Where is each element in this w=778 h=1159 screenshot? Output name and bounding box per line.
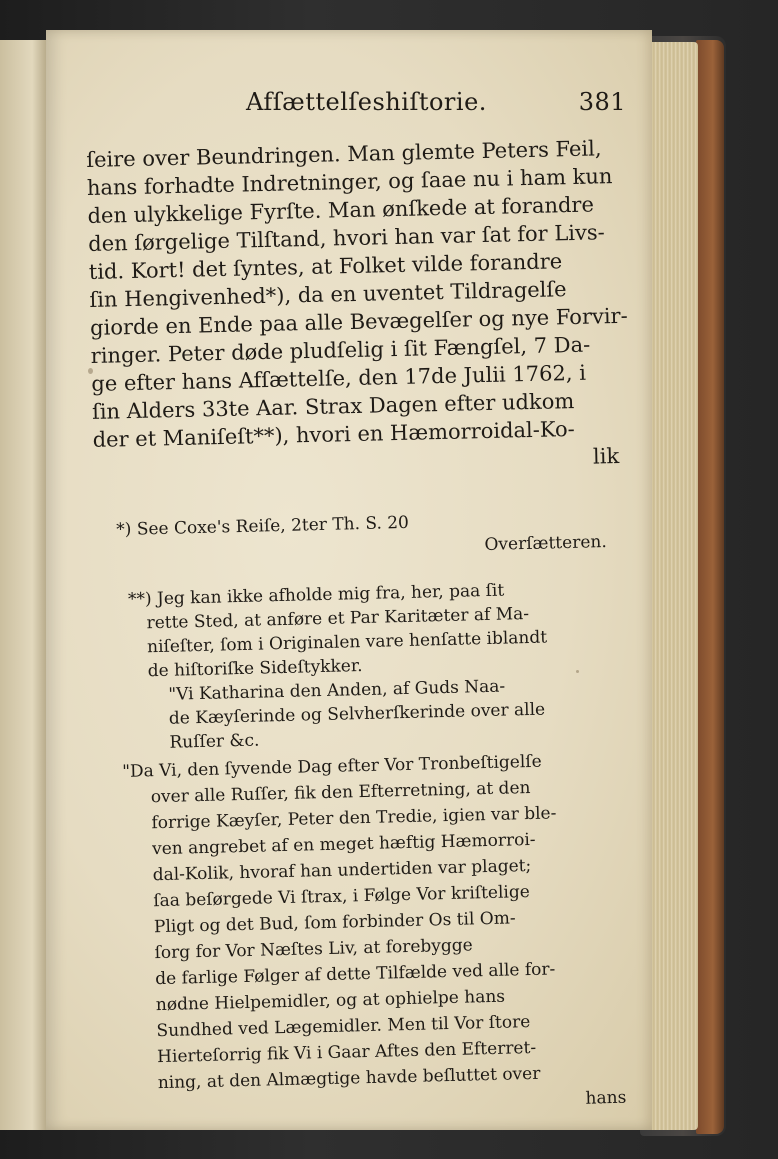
catchword: hans <box>585 1087 627 1109</box>
paper-spot <box>88 368 93 374</box>
salutation-line: Ruſſer &c. <box>169 730 260 753</box>
footnote-1 <box>116 506 617 566</box>
page-number: 381 <box>578 88 626 116</box>
text-line: den ulykkelige Fyrſte. Man ønſkede at forandre <box>87 192 595 228</box>
footnote-2-line: de hiſtoriſke Sideſtykker. <box>147 656 363 682</box>
text-line: hans forhadte Indretninger, og ſaae nu i ham kun <box>86 164 613 200</box>
text-line: den ſørgelige Tilſtand, hvori han var ſat for Livs- <box>87 220 605 256</box>
paper-spot <box>576 670 579 673</box>
manifesto-decree <box>122 748 631 1124</box>
decree-line: nødne Hielpemidler, og at ophielpe hans <box>155 986 506 1016</box>
footnotes <box>116 506 631 1124</box>
salutation-line: "Vi Katharina den Anden, af Guds Naa- <box>168 676 506 705</box>
text-line: tid. Kort! det ſyntes, at Folket vilde forandre <box>88 249 563 284</box>
decree-line: ning, at den Almægtige havde beſluttet over <box>157 1063 541 1094</box>
manifesto-salutation <box>120 672 622 756</box>
text-line: ſin Hengivenhed*), da en uventet Tildragelſe <box>89 277 567 312</box>
decree-line: Sundhed ved Lægemidler. Men til Vor ſtore <box>156 1012 531 1042</box>
footnote-2-line: rette Sted, at anføre et Par Karitæter af Ma- <box>146 603 530 634</box>
decree-line: ſaa beſørgede Vi ſtrax, i Følge Vor kriſtelige <box>153 882 531 912</box>
decree-line: "Da Vi, den ſyvende Dag efter Vor Tronbeſtigelſe <box>121 751 542 782</box>
cover-leather-edge <box>696 40 724 1134</box>
text-line: ſeire over Beundringen. Man glemte Peters Feil, <box>86 136 602 172</box>
decree-line: de farlige Følger af dette Tilfælde ved alle for- <box>155 959 556 990</box>
running-title: Afſættelſeshiſtorie. <box>246 88 487 116</box>
footnote-2-line: niſeſter, ſom i Originalen vare henſatte iblandt <box>146 627 548 658</box>
footnote-1-text: *) See Coxe's Reiſe, 2ter Th. S. 20 <box>116 512 410 540</box>
text-line: der et Maniſeſt**), hvori en Hæmorroidal-Ko- <box>92 416 575 452</box>
text-line: ge efter hans Afſættelſe, den 17de Julii 1762, i <box>91 360 587 396</box>
catchword: lik <box>592 443 620 469</box>
decree-line: Pligt og det Bud, ſom forbinder Os til Om- <box>153 908 516 938</box>
decree-line: forrige Kæyſer, Peter den Tredie, igien var ble- <box>151 803 557 834</box>
translator-signature: Overſætteren. <box>484 532 607 556</box>
footnote-2-line: **) Jeg kan ikke afholde mig fra, her, paa ſit <box>127 580 505 610</box>
decree-line: dal-Kolik, hvoraf han undertiden var plaget; <box>152 855 532 886</box>
decree-line: ſorg for Vor Næſtes Liv, at forebygge <box>154 935 473 964</box>
main-text <box>86 134 628 482</box>
text-line: ringer. Peter døde pludſelig i ſit Fængſel, 7 Da- <box>90 332 591 368</box>
text-line: ſin Alders 33te Aar. Strax Dagen efter udkom <box>91 388 575 424</box>
decree-line: Hierteſorrig fik Vi i Gaar Aftes den Efterret- <box>156 1037 537 1068</box>
left-page-edge <box>0 40 47 1130</box>
text-line: giorde en Ende paa alle Bevægelſer og nye Forvir- <box>89 303 628 340</box>
salutation-line: de Kæyſerinde og Selvherſkerinde over alle <box>168 699 546 729</box>
footnote-2 <box>118 576 631 1124</box>
book-page <box>46 30 652 1130</box>
decree-line: over alle Ruſſer, fik den Efterretning, at den <box>150 777 531 808</box>
decree-line: ven angrebet af en meget hæftig Hæmorroi- <box>151 829 536 860</box>
page-header <box>246 88 626 128</box>
